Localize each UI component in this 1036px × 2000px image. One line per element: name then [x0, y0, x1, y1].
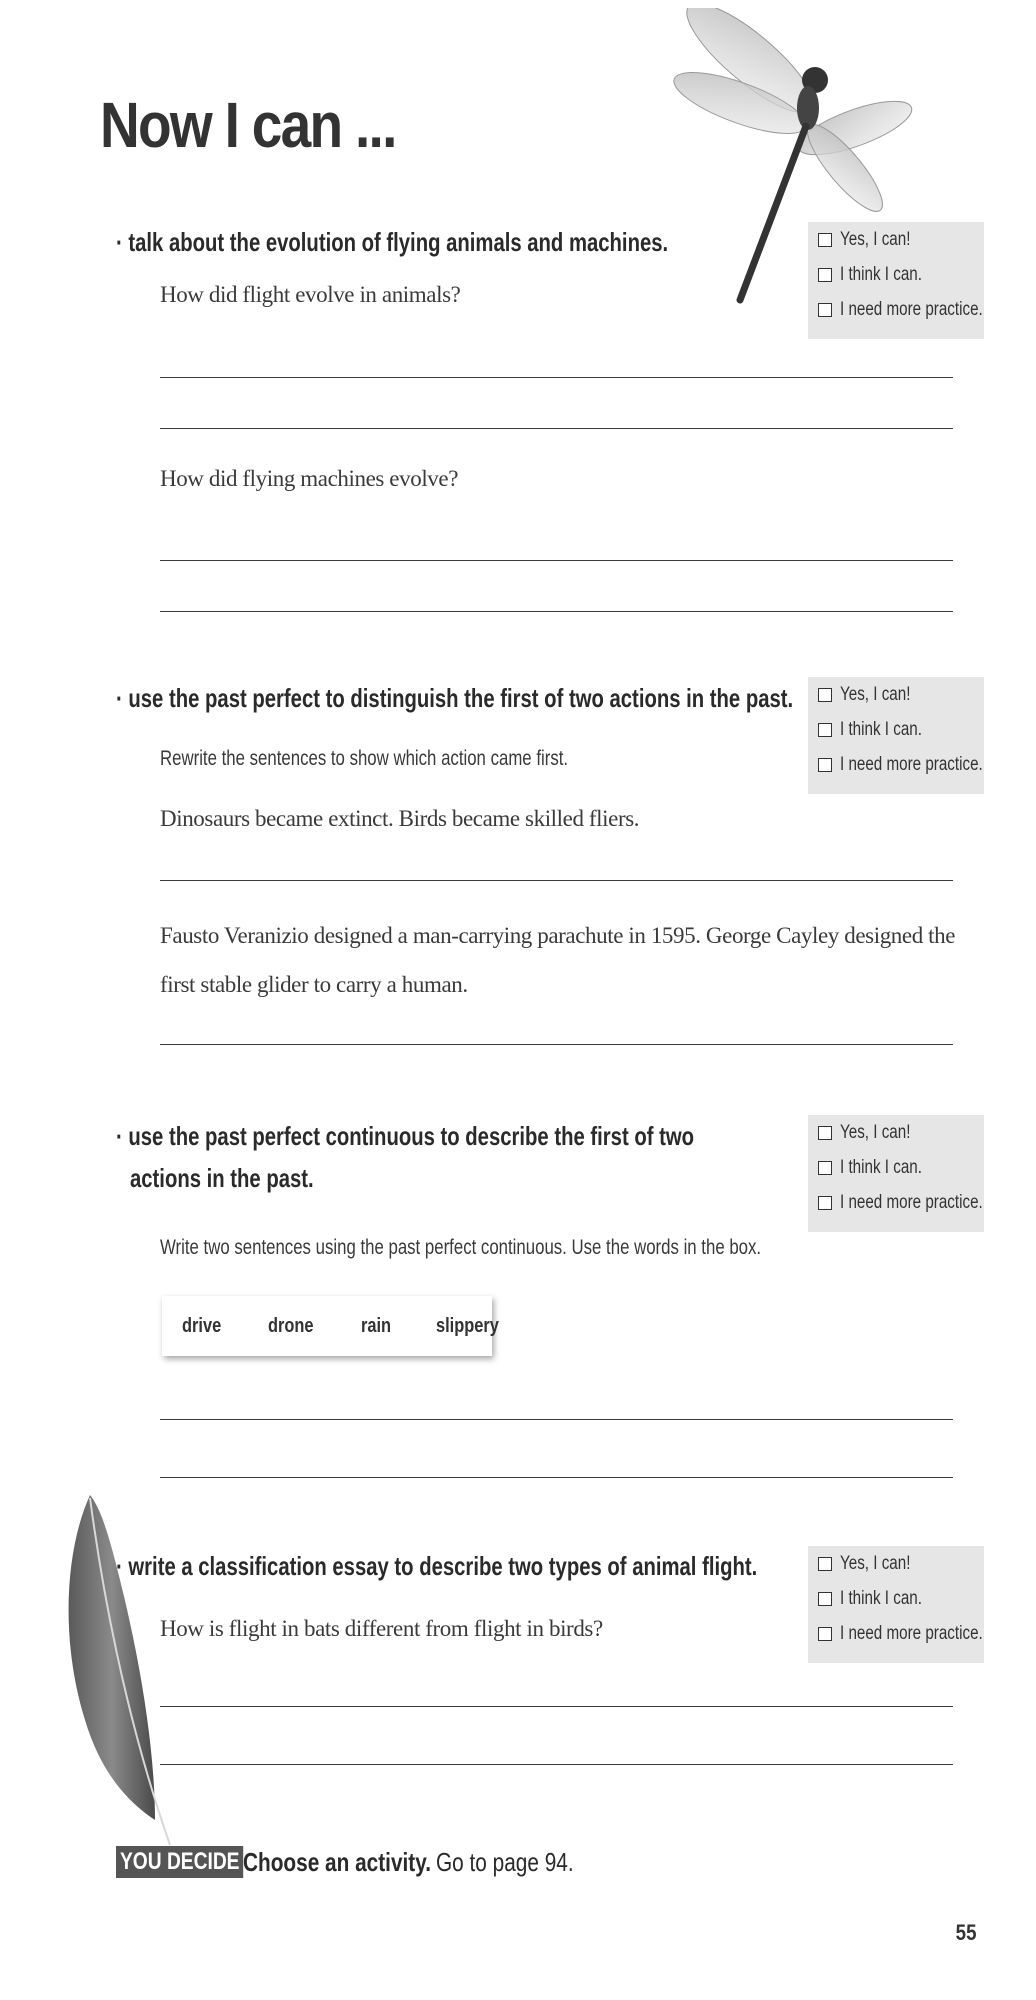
section-4-heading: · write a classification essay to describe two types of animal flight. [116, 1551, 758, 1581]
checklist-option-think[interactable]: I think I can. [808, 257, 984, 292]
page-title: Now I can ... [100, 89, 396, 161]
feather-illustration [60, 1490, 190, 1850]
checkbox-icon[interactable] [818, 233, 832, 247]
checklist-option-practice[interactable]: I need more practice. [808, 1616, 984, 1651]
answer-line[interactable] [160, 428, 953, 429]
section-2-prompt-1: Dinosaurs became extinct. Birds became skilled fliers. [160, 806, 640, 831]
section-2-checklist [808, 677, 984, 794]
word-rain: rain [361, 1314, 392, 1337]
answer-line[interactable] [160, 611, 953, 612]
checkbox-icon[interactable] [818, 1557, 832, 1571]
checklist-option-yes[interactable]: Yes, I can! [808, 1115, 984, 1150]
checklist-option-practice[interactable]: I need more practice. [808, 292, 984, 327]
you-decide-footer [116, 1846, 608, 1878]
word-drive: drive [182, 1314, 222, 1337]
checkbox-icon[interactable] [818, 1196, 832, 1210]
checkbox-icon[interactable] [818, 723, 832, 737]
answer-line[interactable] [160, 1477, 953, 1478]
word-box [162, 1296, 499, 1356]
section-1-prompt-1: How did flight evolve in animals? [160, 282, 461, 307]
checklist-option-think[interactable]: I think I can. [808, 712, 984, 747]
checklist-option-think[interactable]: I think I can. [808, 1581, 984, 1616]
checkbox-icon[interactable] [818, 1627, 832, 1641]
checklist-option-practice[interactable]: I need more practice. [808, 1185, 984, 1220]
footer-link-text[interactable]: Go to page 94. [436, 1846, 575, 1877]
checkbox-icon[interactable] [818, 1126, 832, 1140]
section-4-checklist [808, 1546, 984, 1663]
checklist-option-yes[interactable]: Yes, I can! [808, 222, 984, 257]
checkbox-icon[interactable] [818, 303, 832, 317]
section-1-checklist [808, 222, 984, 339]
word-drone: drone [267, 1314, 314, 1337]
answer-line[interactable] [160, 1706, 953, 1707]
checkbox-icon[interactable] [818, 688, 832, 702]
section-3-heading-line-1: · use the past perfect continuous to describe the first of two [116, 1121, 695, 1151]
section-3-instruction: Write two sentences using the past perfect continuous. Use the words in the box. [160, 1236, 762, 1259]
section-4-prompt-1: How is flight in bats different from flight in birds? [160, 1616, 603, 1641]
page-number: 55 [955, 1920, 976, 1945]
answer-line[interactable] [160, 880, 953, 881]
checkbox-icon[interactable] [818, 758, 832, 772]
word-slippery: slippery [436, 1314, 499, 1337]
checklist-option-think[interactable]: I think I can. [808, 1150, 984, 1185]
section-1-heading: · talk about the evolution of flying animals and machines. [116, 227, 669, 257]
checkbox-icon[interactable] [818, 268, 832, 282]
answer-line[interactable] [160, 377, 953, 378]
answer-line[interactable] [160, 1419, 953, 1420]
checklist-option-yes[interactable]: Yes, I can! [808, 677, 984, 712]
checklist-option-yes[interactable]: Yes, I can! [808, 1546, 984, 1581]
section-1-prompt-2: How did flying machines evolve? [160, 466, 459, 491]
section-3-heading-line-2: actions in the past. [130, 1163, 314, 1193]
checkbox-icon[interactable] [818, 1592, 832, 1606]
section-2-instruction: Rewrite the sentences to show which action came first. [160, 747, 569, 770]
section-2-prompt-2: Fausto Veranizio designed a man-carrying parachute in 1595. George Cayley designed the [160, 923, 956, 948]
section-3-checklist [808, 1115, 984, 1232]
answer-line[interactable] [160, 1764, 953, 1765]
answer-line[interactable] [160, 1044, 953, 1045]
answer-line[interactable] [160, 560, 953, 561]
footer-bold-text: Choose an activity. [243, 1846, 432, 1877]
checklist-option-practice[interactable]: I need more practice. [808, 747, 984, 782]
section-2-heading: · use the past perfect to distinguish the first of two actions in the past. [116, 683, 794, 713]
you-decide-badge: YOU DECIDE [116, 1846, 243, 1878]
checkbox-icon[interactable] [818, 1161, 832, 1175]
section-2-prompt-2-cont: first stable glider to carry a human. [160, 972, 468, 997]
